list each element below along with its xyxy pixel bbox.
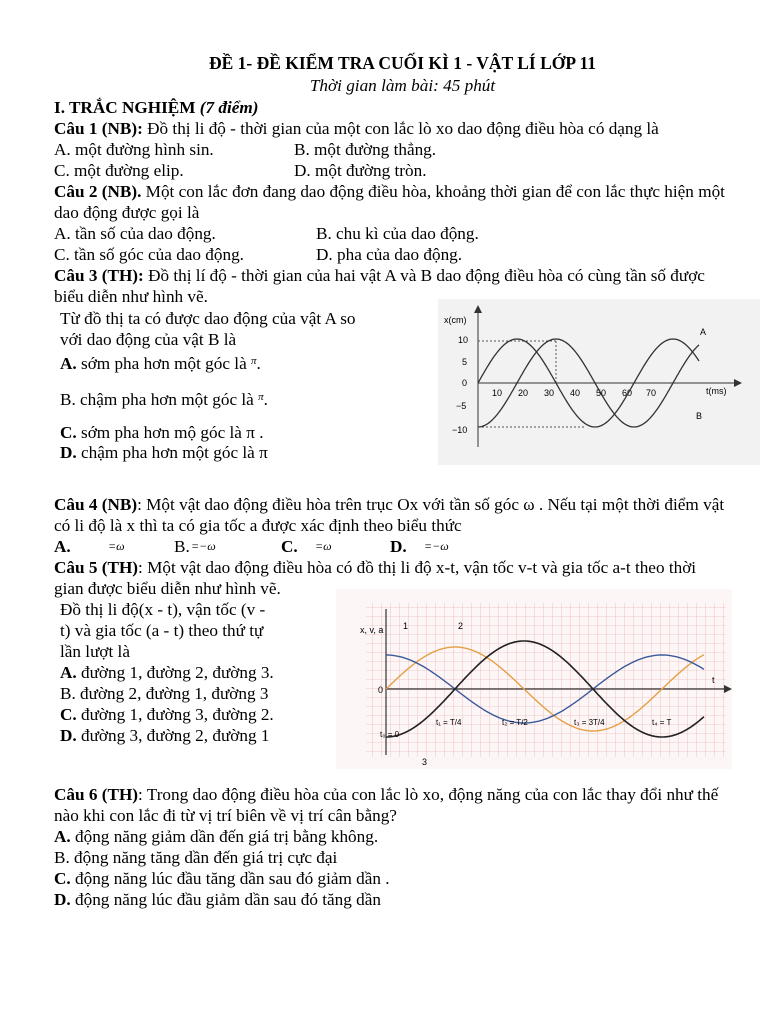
curve-3-number: 3 [422,757,428,767]
option-a: A. tần số của dao động. [54,224,216,243]
option-c: C. động năng lúc đầu tăng dần sau đó giảm dần . [54,869,390,888]
figure-background [438,299,760,465]
option-d: D. [390,537,407,556]
question-2-options-row1 [54,223,729,244]
x-tick-label: 20 [518,388,529,398]
option-d: D. động năng lúc đầu giảm dần sau đó tăng dần [54,890,381,909]
time-label-t4: t₄ = T [652,718,672,727]
y-tick-label: 5 [462,357,468,367]
option-c: C. tần số góc của dao động. [54,245,244,264]
option-c-formula: =ω [315,539,332,553]
curve-a-label: A [700,327,707,337]
option-d: D. pha của dao động. [316,245,463,264]
option-d: D. chậm pha hơn một góc là π [60,443,268,462]
exam-title: ĐỀ 1- ĐỀ KIỂM TRA CUỐI KÌ 1 - VẬT LÍ LỚP 11 [208,53,597,73]
question-1-options-row2 [54,160,729,181]
question-5: Câu 5 (TH): Một vật dao động điều hòa có đồ thị li độ x-t, vận tốc v-t và gia tốc a-t theo thời gian được biểu diễn như hình vẽ. [54,558,697,598]
option-b: B. đường 2, đường 1, đường 3 [60,684,269,703]
curve-2-number: 2 [458,621,464,631]
question-3-stem: Từ đồ thị ta có được dao động của vật A so với dao động của vật B là [60,309,356,349]
t-axis-label: t [712,675,715,685]
question-1-options-row1 [54,139,729,160]
option-c: C. sớm pha hơn mộ góc là π . [60,423,264,442]
figure-displacement-graph [438,299,760,465]
figure-xva-graph [336,589,732,769]
time-label-t1: t₁ = T/4 [436,718,462,727]
y-tick-label: 0 [462,378,468,388]
option-a: A. [54,537,71,556]
y-axis-label: x(cm) [444,315,467,325]
option-b-formula: =−ω [191,539,216,553]
y-tick-label: −5 [456,401,467,411]
option-a-formula: =ω [108,539,125,553]
x-tick-label: 50 [596,388,607,398]
option-d-formula: =−ω [424,539,449,553]
question-1: Câu 1 (NB): Đồ thị li độ - thời gian của một con lắc lò xo dao động điều hòa có dạng là [54,119,659,138]
exam-duration: Thời gian làm bài: 45 phút [309,76,496,95]
question-3-body [54,307,729,479]
x-axis-label: t(ms) [706,386,727,396]
time-label-t0: t₀ = 0 [380,730,400,739]
curve-b-label: B [696,411,703,421]
question-5-stem: Đồ thị li độ(x - t), vận tốc (v - t) và gia tốc (a - t) theo thứ tự lần lượt là [60,600,266,661]
option-b: B. chu kì của dao động. [316,224,479,243]
question-5-body [54,599,729,779]
question-3: Câu 3 (TH): Đồ thị lí độ - thời gian của hai vật A và B dao động điều hòa có cùng tần số được biểu diễn như hình vẽ. [54,266,705,306]
option-a: A. sớm pha hơn một góc là $^\pi$. [60,354,261,373]
option-c: C. một đường elip. [54,161,184,180]
time-label-t2: t₂ = T/2 [502,718,528,727]
y-tick-label: 10 [458,335,469,345]
option-b: B. một đường thẳng. [294,140,437,159]
question-2: Câu 2 (NB). Một con lắc đơn đang dao động điều hòa, khoảng thời gian để con lắc thực hiện một dao động được gọi là [54,182,725,222]
x-tick-label: 40 [570,388,581,398]
y-axis-label: x, v, a [360,625,384,635]
x-tick-label: 30 [544,388,555,398]
curve-1-number: 1 [403,621,409,631]
origin-label: 0 [378,685,384,695]
option-d: D. đường 3, đường 2, đường 1 [60,726,270,745]
option-a: A. một đường hình sin. [54,140,214,159]
option-a: A. động năng giảm dần đến giá trị bằng không. [54,827,379,846]
option-b: B. chậm pha hơn một góc là $^\pi$. [60,390,268,409]
option-b: B. [174,537,190,556]
x-tick-label: 60 [622,388,633,398]
exam-page [54,53,729,910]
time-label-t3: t₃ = 3T/4 [574,718,605,727]
option-a: A. đường 1, đường 2, đường 3. [60,663,274,682]
option-b: B. động năng tăng dần đến giá trị cực đại [54,848,338,867]
section-heading: I. TRẮC NGHIỆM (7 điểm) [54,98,259,117]
y-tick-label: −10 [452,425,468,435]
option-c: C. đường 1, đường 3, đường 2. [60,705,274,724]
question-4-options [54,536,729,557]
question-6: Câu 6 (TH): Trong dao động điều hòa của con lắc lò xo, động năng của con lắc thay đổi như thế nào khi con lắc đi từ vị trí biên về vị trí cân bằng? [54,785,719,825]
question-2-options-row2 [54,244,729,265]
option-c: C. [281,537,298,556]
x-tick-label: 70 [646,388,657,398]
option-d: D. một đường tròn. [294,161,427,180]
question-4: Câu 4 (NB): Một vật dao động điều hòa trên trục Ox với tần số góc ω . Nếu tại một thời điểm vật có li độ là x thì ta có gia tốc a được xác định theo biểu thức [54,495,725,535]
x-tick-label: 10 [492,388,503,398]
